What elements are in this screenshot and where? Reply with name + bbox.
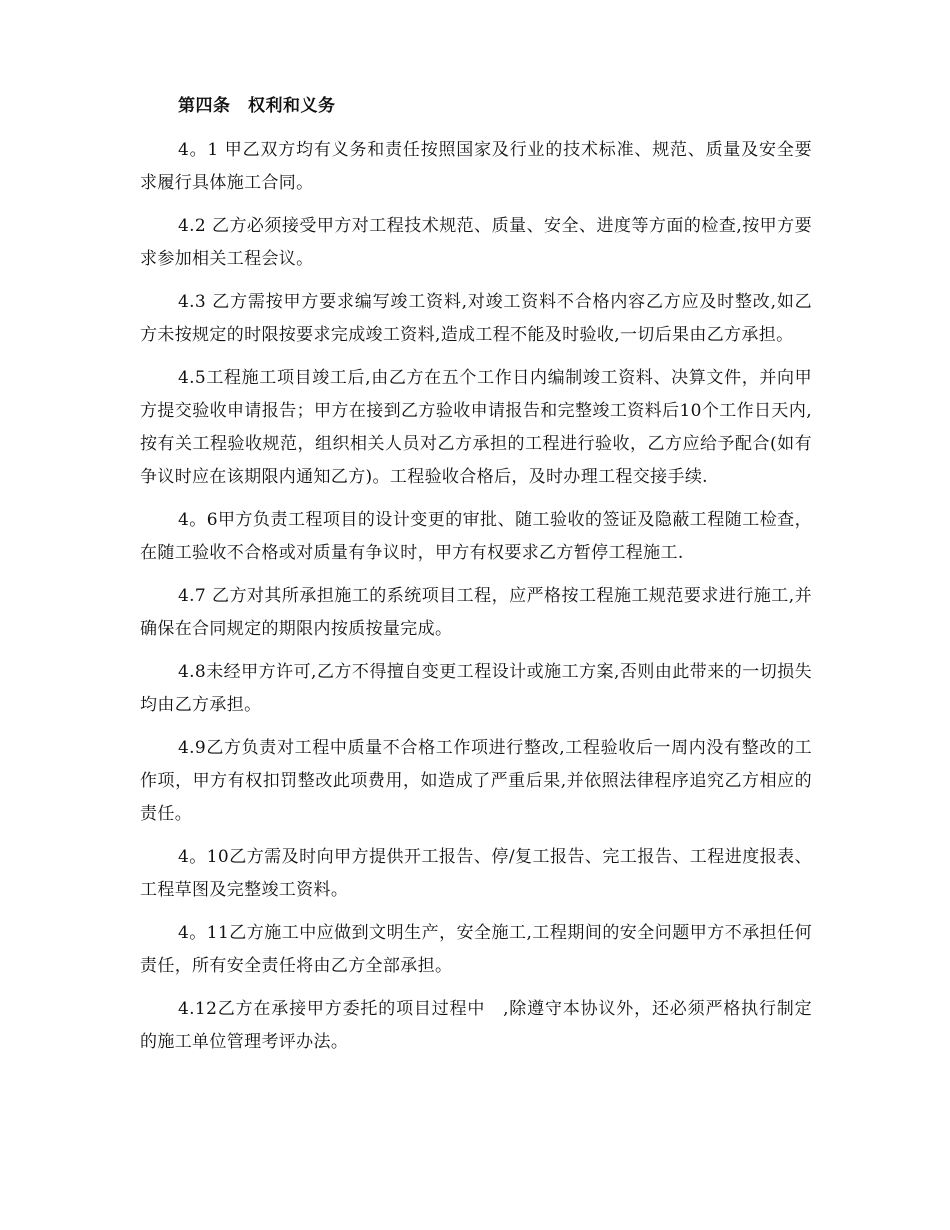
clause-4-7: 4.7 乙方对其所承担施工的系统项目工程，应严格按工程施工规范要求进行施工,并确保在合同规定的期限内按质按量完成。	[140, 586, 812, 639]
section-heading: 第四条 权利和义务	[178, 96, 336, 116]
clause-4-12: 4.12乙方在承接甲方委托的项目过程中 ,除遵守本协议外，还必须严格执行制定的施工单位管理考评办法。	[140, 999, 812, 1052]
document-body	[140, 92, 812, 1069]
clause-4-10: 4。10乙方需及时向甲方提供开工报告、停/复工报告、完工报告、工程进度报表、工程草图及完整竣工资料。	[140, 847, 812, 900]
clause-4-5: 4.5工程施工项目竣工后,由乙方在五个工作日内编制竣工资料、决算文件，并向甲方提交验收申请报告；甲方在接到乙方验收申请报告和完整竣工资料后10个工作日天内,按有关工程验收规范，组织相关人员对乙方承担的工程进行验收，乙方应给予配合(如有争议时应在该期限内通知乙方)。工程验收合格后，及时办理工程交接手续.	[140, 368, 812, 487]
clause-4-6: 4。6甲方负责工程项目的设计变更的审批、随工验收的签证及隐蔽工程随工检查，在随工验收不合格或对质量有争议时，甲方有权要求乙方暂停工程施工.	[140, 510, 812, 563]
clause-4-2: 4.2 乙方必须接受甲方对工程技术规范、质量、安全、进度等方面的检查,按甲方要求参加相关工程会议。	[140, 216, 812, 269]
clause-4-1: 4。1 甲乙双方均有义务和责任按照国家及行业的技术标准、规范、质量及安全要求履行具体施工合同。	[140, 140, 812, 193]
clause-4-3: 4.3 乙方需按甲方要求编写竣工资料,对竣工资料不合格内容乙方应及时整改,如乙方未按规定的时限按要求完成竣工资料,造成工程不能及时验收,一切后果由乙方承担。	[140, 292, 812, 345]
clause-4-8: 4.8未经甲方许可,乙方不得擅自变更工程设计或施工方案,否则由此带来的一切损失均由乙方承担。	[140, 662, 812, 715]
clause-4-11: 4。11乙方施工中应做到文明生产，安全施工,工程期间的安全问题甲方不承担任何责任，所有安全责任将由乙方全部承担。	[140, 923, 812, 976]
clause-4-9: 4.9乙方负责对工程中质量不合格工作项进行整改,工程验收后一周内没有整改的工作项，甲方有权扣罚整改此项费用，如造成了严重后果,并依照法律程序追究乙方相应的责任。	[140, 738, 812, 824]
